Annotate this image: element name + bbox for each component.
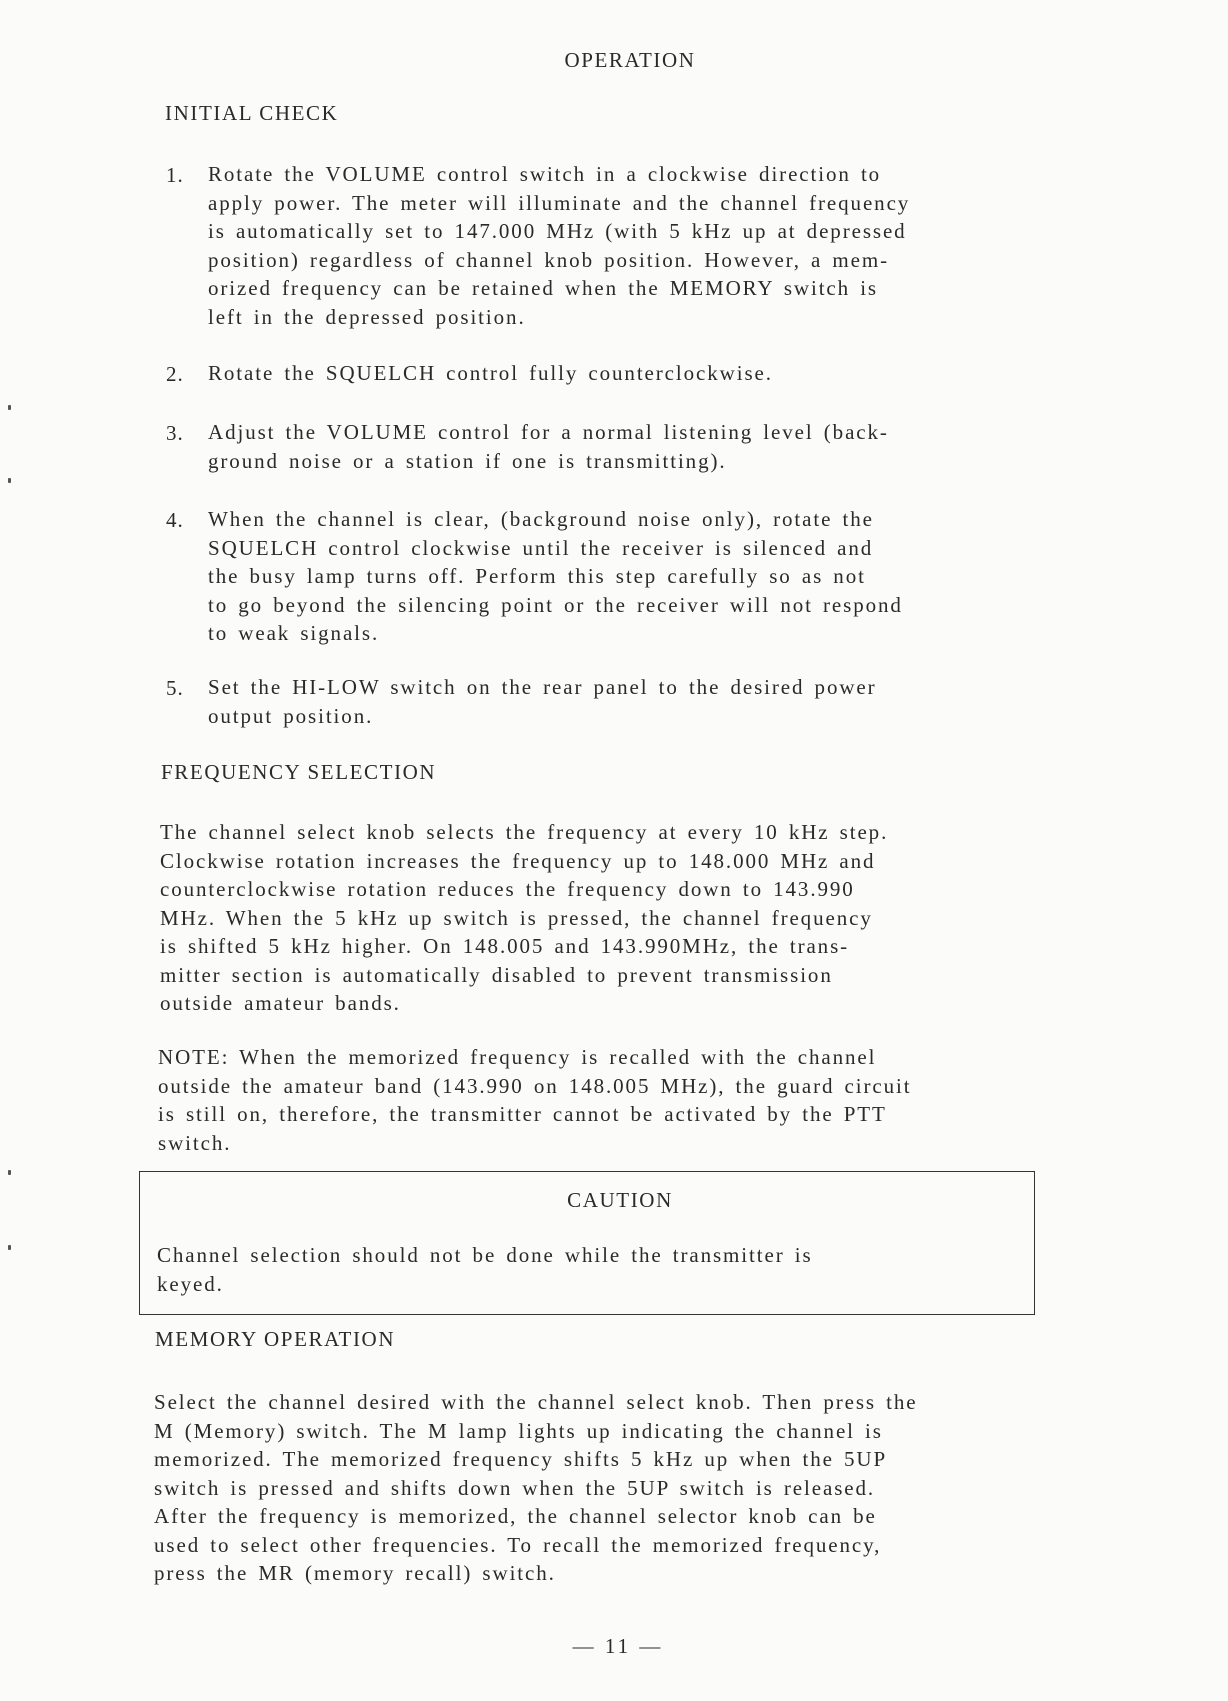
text-line: orized frequency can be retained when the MEMORY switch is	[208, 276, 879, 300]
initial-check-heading: INITIAL CHECK	[165, 101, 339, 125]
frequency-selection-heading: FREQUENCY SELECTION	[161, 760, 437, 784]
list-item	[208, 359, 773, 388]
text-line: After the frequency is memorized, the channel selector knob can be	[154, 1504, 877, 1528]
text-line: When the channel is clear, (background noise only), rotate the	[208, 507, 874, 531]
text-line: MHz. When the 5 kHz up switch is pressed, the channel frequency	[160, 905, 873, 930]
text-line: outside amateur bands.	[160, 991, 401, 1015]
item-number: 4.	[166, 508, 184, 532]
text-line: used to select other frequencies. To recall the memorized frequency,	[154, 1532, 882, 1557]
text-line: switch is pressed and shifts down when the 5UP switch is released.	[154, 1475, 876, 1500]
page-title: OPERATION	[564, 48, 696, 72]
text-line: switch.	[158, 1130, 232, 1155]
list-item	[208, 673, 877, 730]
text-line: left in the depressed position.	[208, 304, 526, 329]
binding-mark	[8, 1245, 11, 1250]
frequency-selection-paragraph	[160, 818, 888, 1018]
text-line: NOTE: When the memorized frequency is recalled with the channel	[158, 1045, 877, 1069]
text-line: ground noise or a station if one is transmitting).	[208, 448, 727, 473]
text-line: outside the amateur band (143.990 on 148.005 MHz), the guard circuit	[158, 1073, 912, 1098]
text-line: Adjust the VOLUME control for a normal listening level (back-	[208, 420, 889, 444]
text-line: Clockwise rotation increases the frequency up to 148.000 MHz and	[160, 848, 876, 873]
text-line: Select the channel desired with the channel select knob. Then press the	[154, 1390, 918, 1414]
text-line: position) regardless of channel knob position. However, a mem-	[208, 247, 889, 272]
text-line: is still on, therefore, the transmitter cannot be activated by the PTT	[158, 1102, 887, 1126]
text-line: apply power. The meter will illuminate and the channel frequency	[208, 190, 911, 215]
list-item	[208, 418, 889, 475]
note-paragraph	[158, 1043, 911, 1157]
memory-operation-heading: MEMORY OPERATION	[155, 1327, 396, 1351]
text-line: output position.	[208, 703, 374, 728]
text-line: memorized. The memorized frequency shifts 5 kHz up when the 5UP	[154, 1447, 888, 1471]
item-number: 5.	[166, 676, 184, 700]
text-line: is shifted 5 kHz higher. On 148.005 and 143.990MHz, the trans-	[160, 934, 850, 958]
item-number: 1.	[166, 163, 184, 187]
caution-heading: CAUTION	[567, 1188, 673, 1212]
text-line: M (Memory) switch. The M lamp lights up indicating the channel is	[154, 1418, 883, 1443]
text-line: mitter section is automatically disabled to prevent transmission	[160, 962, 833, 987]
text-line: SQUELCH control clockwise until the receiver is silenced and	[208, 535, 874, 560]
text-line: The channel select knob selects the frequency at every 10 kHz step.	[160, 820, 889, 844]
binding-mark	[8, 478, 11, 483]
text-line: counterclockwise rotation reduces the frequency down to 143.990	[160, 877, 855, 901]
text-line: press the MR (memory recall) switch.	[154, 1561, 556, 1585]
text-line: Rotate the VOLUME control switch in a clockwise direction to	[208, 162, 882, 186]
caution-text	[157, 1241, 813, 1298]
binding-mark	[8, 1170, 11, 1175]
text-line: Rotate the SQUELCH control fully counterclockwise.	[208, 361, 773, 385]
page-number: — 11 —	[572, 1634, 664, 1658]
text-line: keyed.	[157, 1271, 224, 1296]
text-line: to go beyond the silencing point or the receiver will not respond	[208, 592, 903, 617]
text-line: Channel selection should not be done while the transmitter is	[157, 1243, 813, 1267]
text-line: the busy lamp turns off. Perform this step carefully so as not	[208, 564, 866, 588]
list-item	[208, 160, 910, 331]
text-line: to weak signals.	[208, 621, 380, 645]
item-number: 2.	[166, 362, 184, 386]
text-line: is automatically set to 147.000 MHz (with 5 kHz up at depressed	[208, 219, 907, 243]
text-line: Set the HI-LOW switch on the rear panel to the desired power	[208, 675, 877, 699]
binding-mark	[8, 405, 11, 410]
item-number: 3.	[166, 421, 184, 445]
list-item	[208, 505, 903, 648]
memory-operation-paragraph	[154, 1388, 917, 1588]
